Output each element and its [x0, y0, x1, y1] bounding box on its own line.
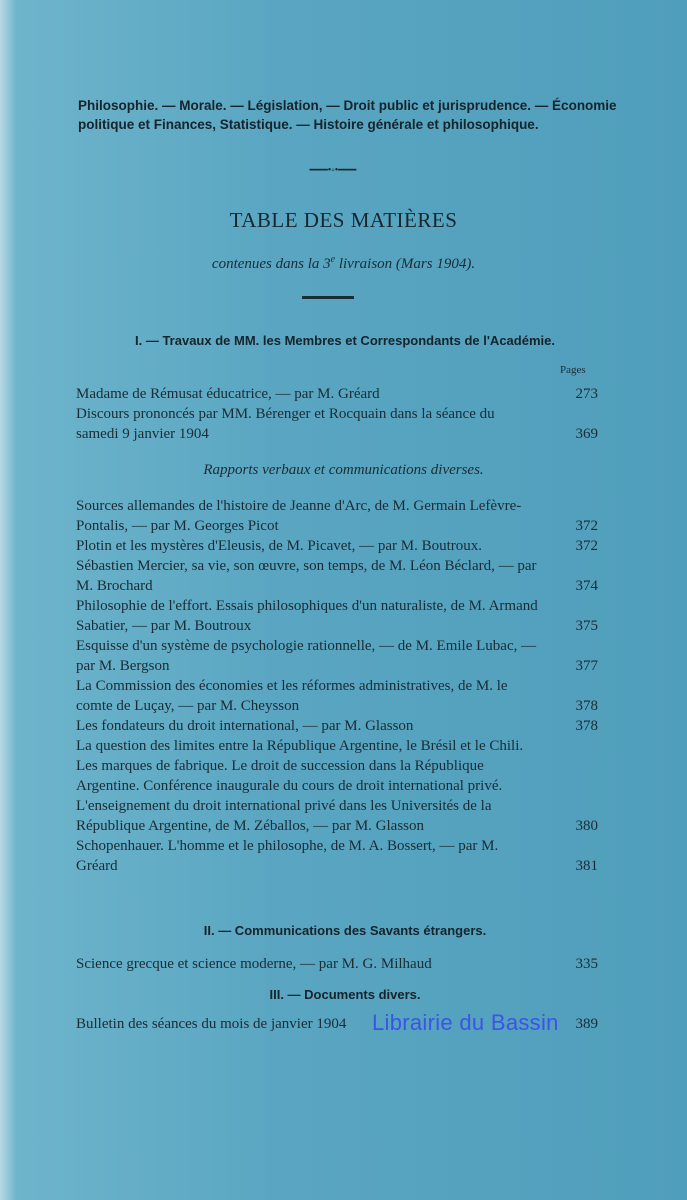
toc-entry-page: 372: [575, 518, 598, 534]
toc-entry-page: 378: [575, 698, 598, 714]
toc-entry: [76, 736, 598, 836]
toc-entry-title: Sources allemandes de l'histoire de Jeanne d'Arc, de M. Germain Lefèvre-Pontalis, — par M. Georges Picot: [76, 498, 522, 534]
toc-entry: [76, 836, 598, 876]
section-heading-3: III. — Documents divers.: [269, 987, 421, 1002]
toc-entry-title: Esquisse d'un système de psychologie rationnelle, — de M. Emile Lubac, — par M. Bergson: [76, 638, 537, 674]
toc-entry-page: 335: [575, 956, 598, 972]
toc-entry: [76, 596, 598, 636]
page-edge: [0, 0, 16, 1200]
toc-entry-title: Bulletin des séances du mois de janvier 1904: [76, 1016, 347, 1032]
toc-entry-page: 380: [575, 818, 598, 834]
toc-entry-page: 377: [575, 658, 598, 674]
toc-entry: [76, 556, 598, 596]
toc-entry-title: Schopenhauer. L'homme et le philosophe, de M. A. Bossert, — par M. Gréard: [76, 838, 499, 874]
page-subtitle: contenues dans la 3e livraison (Mars 1904).: [211, 254, 476, 272]
toc-entry-page: 389: [575, 1016, 598, 1032]
toc-entry: [76, 676, 598, 716]
toc-entry: [76, 496, 598, 536]
toc-section-1: [76, 384, 598, 444]
toc-entry-title: Discours prononcés par MM. Bérenger et Rocquain dans la séance du samedi 9 janvier 1904: [76, 406, 495, 442]
toc-section-2: [76, 954, 598, 974]
toc-entry-title: Science grecque et science moderne, — par M. G. Milhaud: [76, 956, 432, 972]
toc-entry-page: 273: [575, 386, 598, 402]
toc-entry-page: 374: [575, 578, 598, 594]
ornament-divider: ━━━•◦•━━━: [309, 165, 357, 176]
section-heading-1: I. — Travaux de MM. les Membres et Correspondants de l'Académie.: [135, 333, 555, 348]
toc-entry-page: 378: [575, 718, 598, 734]
toc-entry-title: Philosophie de l'effort. Essais philosophiques d'un naturaliste, de M. Armand Sabatier, — par M. Boutroux: [76, 598, 538, 634]
toc-entry-page: 381: [575, 858, 598, 874]
toc-entry: [76, 716, 598, 736]
toc-entry: [76, 536, 598, 556]
toc-entry: [76, 384, 598, 404]
section-heading-2: II. — Communications des Savants étrangers.: [203, 923, 487, 938]
toc-entry: [76, 404, 598, 444]
toc-entry-page: 372: [575, 538, 598, 554]
toc-entry-page: 369: [575, 426, 598, 442]
toc-entry-title: La question des limites entre la République Argentine, le Brésil et le Chili. Les marques de fabrique. Le droit de succession dans la République Argentine. Conférence inaugurale du cours de droit international privé. L'enseignement du droit international privé dans les Universités de la République Argentine, de M. Zéballos, — par M. Glasson: [76, 738, 524, 834]
pages-column-label: Pages: [560, 364, 586, 376]
toc-entry: [76, 636, 598, 676]
toc-rapports: [76, 496, 598, 876]
subjects-header: Philosophie. — Morale. — Législation, — Droit public et jurisprudence. — Économie politique et Finances, Statistique. — Histoire générale et philosophique.: [78, 98, 617, 132]
page-title: TABLE DES MATIÈRES: [229, 208, 458, 232]
watermark: Librairie du Bassin: [372, 1010, 559, 1035]
rapports-heading: Rapports verbaux et communications diverses.: [203, 462, 484, 478]
toc-entry: [76, 954, 598, 974]
toc-entry-title: Les fondateurs du droit international, — par M. Glasson: [76, 718, 414, 734]
toc-entry-title: Sébastien Mercier, sa vie, son œuvre, son temps, de M. Léon Béclard, — par M. Brochard: [76, 558, 537, 594]
title-rule: [302, 296, 354, 299]
toc-entry-title: Plotin et les mystères d'Eleusis, de M. Picavet, — par M. Boutroux.: [76, 538, 482, 554]
toc-entry-title: Madame de Rémusat éducatrice, — par M. Gréard: [76, 386, 380, 402]
toc-entry-page: 375: [575, 618, 598, 634]
toc-entry-title: La Commission des économies et les réformes administratives, de M. le comte de Luçay, — par M. Cheysson: [76, 678, 508, 714]
